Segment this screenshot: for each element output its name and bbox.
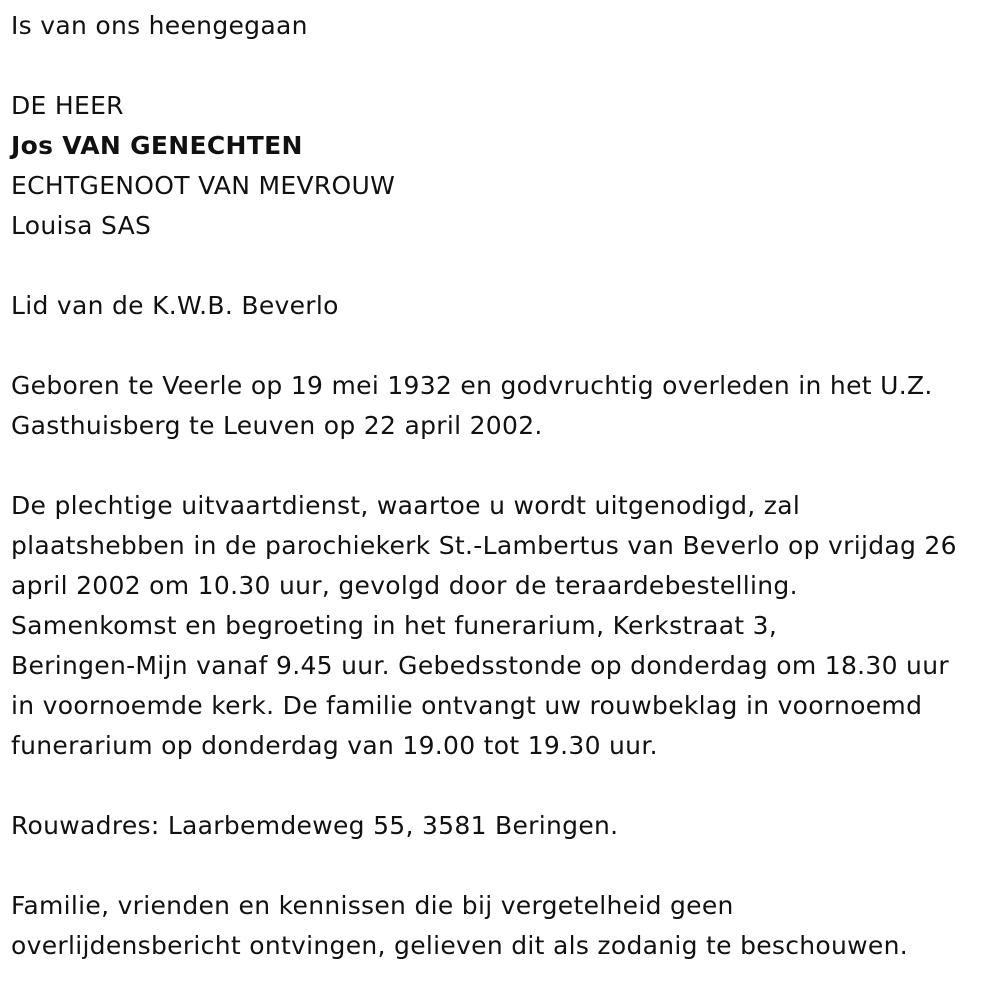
paragraph-line: De plechtige uitvaartdienst, waartoe u wordt uitgenodigd, zal xyxy=(11,491,801,520)
paragraph-line: Samenkomst en begroeting in het funerarium, Kerkstraat 3, xyxy=(11,611,778,640)
death-notice xyxy=(11,6,996,966)
spacer xyxy=(11,846,996,886)
paragraph-line: Geboren te Veerle op 19 mei 1932 en godvruchtig overleden in het U.Z. xyxy=(11,371,933,400)
spouse-name: Louisa SAS xyxy=(11,211,152,240)
paragraph-line: in voornoemde kerk. De familie ontvangt uw rouwbeklag in voornoemd xyxy=(11,691,923,720)
spacer xyxy=(11,246,996,286)
paragraph-line: Beringen-Mijn vanaf 9.45 uur. Gebedsstonde op donderdag om 18.30 uur xyxy=(11,651,949,680)
deceased-name: Jos VAN GENECHTEN xyxy=(11,131,303,160)
paragraph-line: Gasthuisberg te Leuven op 22 april 2002. xyxy=(11,411,543,440)
membership-text: Lid van de K.W.B. Beverlo xyxy=(11,291,339,320)
intro-text: Is van ons heengegaan xyxy=(11,11,308,40)
spacer xyxy=(11,446,996,486)
mourning-address: Rouwadres: Laarbemdeweg 55, 3581 Beringen. xyxy=(11,811,619,840)
spacer xyxy=(11,766,996,806)
paragraph-line: funerarium op donderdag van 19.00 tot 19.30 uur. xyxy=(11,731,658,760)
paragraph-line: Familie, vrienden en kennissen die bij vergetelheid geen xyxy=(11,891,734,920)
spacer xyxy=(11,326,996,366)
paragraph-line: april 2002 om 10.30 uur, gevolgd door de teraardebestelling. xyxy=(11,571,798,600)
paragraph-line: plaatshebben in de parochiekerk St.-Lambertus van Beverlo op vrijdag 26 xyxy=(11,531,957,560)
paragraph-line: overlijdensbericht ontvingen, gelieven dit als zodanig te beschouwen. xyxy=(11,931,908,960)
closing-paragraph xyxy=(11,886,996,966)
spouse-prefix: ECHTGENOOT VAN MEVROUW xyxy=(11,171,396,200)
funeral-paragraph xyxy=(11,486,996,766)
birth-death-paragraph xyxy=(11,366,996,446)
title-prefix: DE HEER xyxy=(11,91,124,120)
spacer xyxy=(11,46,996,86)
